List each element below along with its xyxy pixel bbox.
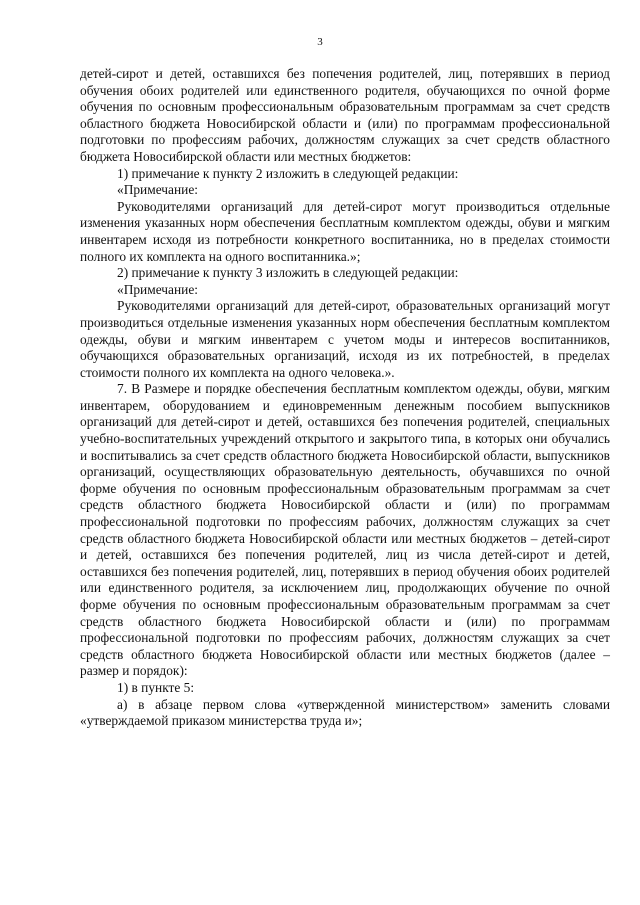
paragraph-section-7: 7. В Размере и порядке обеспечения бесплатным комплектом одежды, обуви, мягким инвентарем, оборудованием и единовременным денежным пособием выпускников организаций для детей-сирот и детей, оставшихся без попечения родителей, специальных учебно-воспитательных учреждений открытого и закрытого типа, в которых они обучались и воспитывались за счет средств областного бюджета Новосибирской области, выпускников организаций, осуществляющих образовательную деятельность, обучавшихся по очной форме обучения по основным профессиональным образовательным программам за счет средств областного бюджета Новосибирской области и (или) по программам профессиональной подготовки по профессиям рабочих, должностям служащих за счет средств областного бюджета Новосибирской области или местных бюджетов – детей-сирот и детей, оставшихся без попечения родителей, лиц из числа детей-сирот и детей, оставшихся без попечения родителей, лиц, потерявших в период обучения обоих родителей или единственного родителя, за исключением лиц, продолжающих обучение по очной форме обучения по основным профессиональным образовательным программам за счет средств областного бюджета Новосибирской области и (или) по программам профессиональной подготовки по профессиям рабочих, должностям служащих за счет средств областного бюджета Новосибирской области или местных бюджетов (далее – размер и порядок): bbox=[80, 381, 610, 679]
paragraph-note-item-1: 1) примечание к пункту 2 изложить в следующей редакции: bbox=[117, 165, 459, 181]
paragraph-note-item-2: 2) примечание к пункту 3 изложить в следующей редакции: bbox=[117, 265, 459, 281]
paragraph-item-point-5: 1) в пункте 5: bbox=[117, 679, 195, 695]
paragraph-continuation: детей-сирот и детей, оставшихся без попечения родителей, лиц, потерявших в период обучения обоих родителей или единственного родителя, обучающихся по очной форме обучения по основным профессиональным образовательным программам за счет средств областного бюджета Новосибирской области и (или) по программам профессиональной подготовки по профессиям рабочих, должностям служащих за счет средств областного бюджета Новосибирской области или местных бюджетов: bbox=[80, 66, 610, 164]
paragraph-note-text-1: Руководителями организаций для детей-сирот могут производиться отдельные изменения указанных норм обеспечения бесплатным комплектом одежды, обуви и мягким инвентарем исходя из потребности конкретного воспитанника, но в пределах стоимости полного их комплекта на одного воспитанника.»; bbox=[80, 198, 610, 264]
paragraph-note-text-2: Руководителями организаций для детей-сирот, образовательных организаций могут производиться отдельные изменения указанных норм обеспечения бесплатным комплектом одежды, обуви и мягким инвентарем с учетом моды и интересов воспитанников, обучающихся образовательных организаций, исходя из их потребностей, в пределах стоимости полного их комплекта на одного человека.». bbox=[80, 298, 610, 380]
document-body bbox=[80, 66, 610, 730]
paragraph-note-heading-2: «Примечание: bbox=[117, 281, 198, 297]
page-number: 3 bbox=[317, 36, 323, 48]
paragraph-note-heading-1: «Примечание: bbox=[117, 182, 198, 198]
paragraph-subitem-a: а) в абзаце первом слова «утвержденной министерством» заменить словами «утверждаемой приказом министерства труда и»; bbox=[80, 696, 610, 729]
